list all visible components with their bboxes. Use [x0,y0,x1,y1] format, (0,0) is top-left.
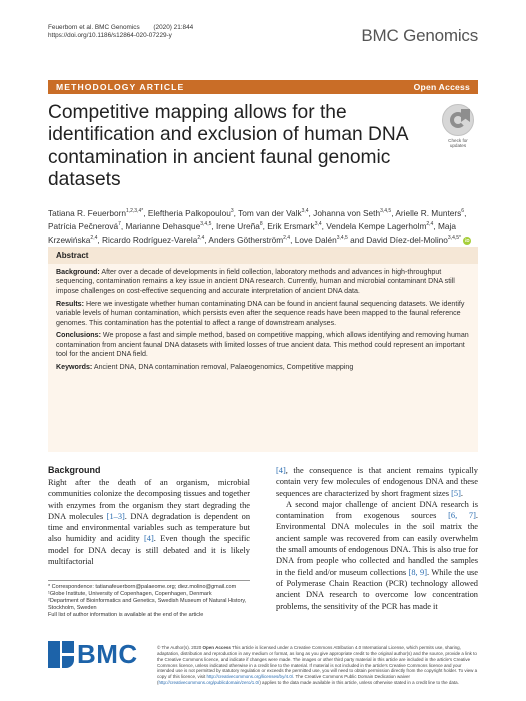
citation-authors: Feuerborn et al. BMC Genomics [48,24,140,31]
correspondence-note: * Correspondence: tatianafeuerborn@palaeome.org; diez.molino@gmail.com [48,584,237,590]
author-affiliation: 3 [230,208,234,214]
citation-year: (2020) 21:844 [153,24,194,31]
abstract-box [48,247,478,452]
author-affiliation: 3,4,5 [336,234,348,241]
abstract-results: Results: Here we investigate whether human contaminating DNA can be found in ancient faunal sequencing datasets. We identify variable levels of human contamination, which persists even after the sequence reads have been mapped to the faunal reference genomes. This contamination has the potential to affect a range of downstream analyses. [56,299,465,327]
author-name[interactable]: Johanna von Seth [313,207,381,218]
author-name[interactable]: Vendela Kempe Lagerholm [326,221,427,232]
license-statement: © The Author(s). 2020 Open Access This article is licensed under a Creative Commons Attribution 4.0 International License, which permits use, sharing, adaptation, distribution and reproduction in any medium or format, as long as you give appropriate credit to the original author(s) and the source, provide a link to the Creative Commons licence, and indicate if changes were made. The images or other third party material in this article are included in the article's Creative Commons licence, unless indicated otherwise in a credit line to the material. If material is not included in the article's Creative Commons licence and your intended use is not permitted by statutory regulation or exceeds the permitted use, you will need to obtain permission directly from the copyright holder. To view a copy of this licence, visit http://creativecommons.org/licenses/by/4.0/. The Creative Commons Public Domain Dedication waiver (http://creativecommons.org/publicdomain/zero/1.0/) applies to the data made available in this article, unless otherwise stated in a credit line to the data. [157,645,478,686]
author-name[interactable]: Love Dalén [294,234,337,245]
abstract-conclusions: Conclusions: We propose a fast and simple method, based on competitive mapping, which allows identifying and removing human contamination from ancient faunal DNA datasets with limited losses of true ancient data. This method could represent an important tool for the ancient DNA field. [56,331,469,359]
author-name[interactable]: Tatiana R. Feuerborn [48,207,126,218]
doi-link[interactable]: https://doi.org/10.1186/s12864-020-07229-y [48,32,172,40]
author-affiliation: 2,4 [426,221,434,228]
author-affiliation: 2,4 [90,234,98,241]
author-name[interactable]: David Díez-del-Molino [366,234,448,245]
running-header [48,24,205,41]
author-name[interactable]: Patrícia Pečnerová [48,221,119,232]
article-title: Competitive mapping allows for the identification and exclusion of human DNA contamination in ancient faunal genomic datasets [48,102,408,191]
abstract-heading: Abstract [48,247,478,264]
affiliation-2: ²Department of Bioinformatics and Genetics, Swedish Museum of Natural History, Stockholm, Sweden [48,598,247,612]
article-type: METHODOLOGY ARTICLE [56,82,185,92]
paragraph: [4], the consequence is that ancient remains typically contain very few molecules of endogenous DNA and these sequences are characterized by short fragment sizes [5]. [276,466,478,498]
author-affiliation: 3,4 [301,208,309,214]
reference-link[interactable]: [6, 7] [448,511,476,521]
author-name[interactable]: Eleftheria Palkopoulou [147,207,231,218]
license-link[interactable]: http://creativecommons.org/licenses/by/4.0/ [206,674,294,680]
check-for-updates-button[interactable] [438,104,478,149]
orcid-icon[interactable]: iD [465,237,470,243]
affiliation-1: ¹Globe Institute, University of Copenhagen, Copenhagen, Denmark [48,591,212,598]
author-name[interactable]: Ricardo Rodríguez-Varela [102,234,198,245]
check-for-updates-label: Check for updates [448,138,468,149]
author-list: Tatiana R. Feuerborn$^{1,2,3,4*}$, Eleftheria Palkopoulou$^3$, Tom van der Valk$^{3,4}$, Johanna von Seth$^{3,4,5}$, Arielle R. Munters$^6$, Patrícia Pečnerová$^7$, Marianne Dehasque$^{3,4,5}$, Irene Ureña$^8$, Erik Ersmark$^{3,4}$, Vendela Kempe Lagerholm$^{2,4}$, Maja Krzewińska$^{2,4}$, Ricardo Rodríguez-Varela$^{2,4}$, Anders Götherström$^{2,4}$, Love Dalén$^{3,4,5}$ and David Díez-del-Molino$^{3,4,5*}$ iD [48,207,470,245]
author-name[interactable]: Tom van der Valk [238,207,302,218]
check-for-updates-icon [442,104,474,136]
author-affiliation: 2,4 [197,234,205,241]
section-heading-background: Background [48,465,101,475]
abstract-keywords: Keywords: Ancient DNA, DNA contamination removal, Palaeogenomics, Competitive mapping [56,363,354,372]
paragraph: A second major challenge of ancient DNA research is contamination from exogenous sources [6, 7]. Environmental DNA molecules in the soil matrix the ancient sample was recovered from can easily overwhelm the small amounts of endogenous DNA. This is also true for DNA from people who collected and handled the samples in the field and/or museum collections [8, 9]. While the use of Polymerase Chain Reaction (PCR) technology allowed ancient DNA research to overcome low concentration problems, the sensitivity of the PCR has made it [276,499,478,611]
reference-link[interactable]: [4] [144,534,154,544]
reference-link[interactable]: [4] [276,466,286,475]
author-affiliation: 3,4,5 [200,221,212,228]
paragraph: Right after the death of an organism, microbial communities colonize the decomposing tissues and together with enzymes from the organism they start degrading the DNA molecules [1–3]. DNA degradation is dependent on time and environmental variables such as temperature but also humidity and acidity [4]. Even though the specific model for DNA decay is still debated and it is likely multifactorial [48,478,251,567]
open-access-label: Open Access [413,82,470,92]
footnotes [48,580,250,619]
reference-link[interactable]: [5] [451,488,461,498]
bmc-logo [48,638,142,671]
author-affiliation: 3,4,5 [380,208,392,214]
author-name[interactable]: Maja Krzewińska [48,221,456,245]
author-and: and [347,234,367,245]
author-name[interactable]: Irene Ureña [216,221,260,232]
body-column-right [276,465,478,612]
public-domain-link[interactable]: http://creativecommons.org/publicdomain/zero/1.0/ [158,680,260,686]
citation-line [48,24,205,32]
author-name[interactable]: Marianne Dehasque [125,221,201,232]
author-affiliation: 2,4 [283,234,291,241]
author-affiliation: 7 [118,221,121,228]
author-name[interactable]: Anders Götherström [208,234,284,245]
author-affiliation: 8 [259,221,263,228]
author-name[interactable]: Erik Ersmark [267,221,315,232]
reference-link[interactable]: [1–3] [106,511,125,521]
journal-brand: BMC Genomics [361,26,478,45]
author-affiliation: 1,2,3,4* [125,208,144,214]
reference-link[interactable]: [8, 9] [408,567,427,577]
author-affiliation: 3,4 [314,221,322,228]
bmc-logo-text: BMC [77,639,138,669]
bmc-logo-icon [48,641,74,668]
body-column-left [48,465,250,567]
full-list-note: Full list of author information is available at the end of the article [48,612,204,619]
author-affiliation: 3,4,5* [447,234,461,241]
abstract-background: Background: After over a decade of developments in field collection, laboratory methods and advances in high-throughput sequencing, contamination remains a key issue in ancient DNA research. Currently, human and microbial contaminant DNA still impose challenges on cost-effective sequencing and accurate interpretation of ancient DNA data. [56,268,455,295]
author-affiliation: 6 [461,208,465,214]
author-name[interactable]: Arielle R. Munters [395,207,462,218]
article-type-bar [48,80,478,94]
